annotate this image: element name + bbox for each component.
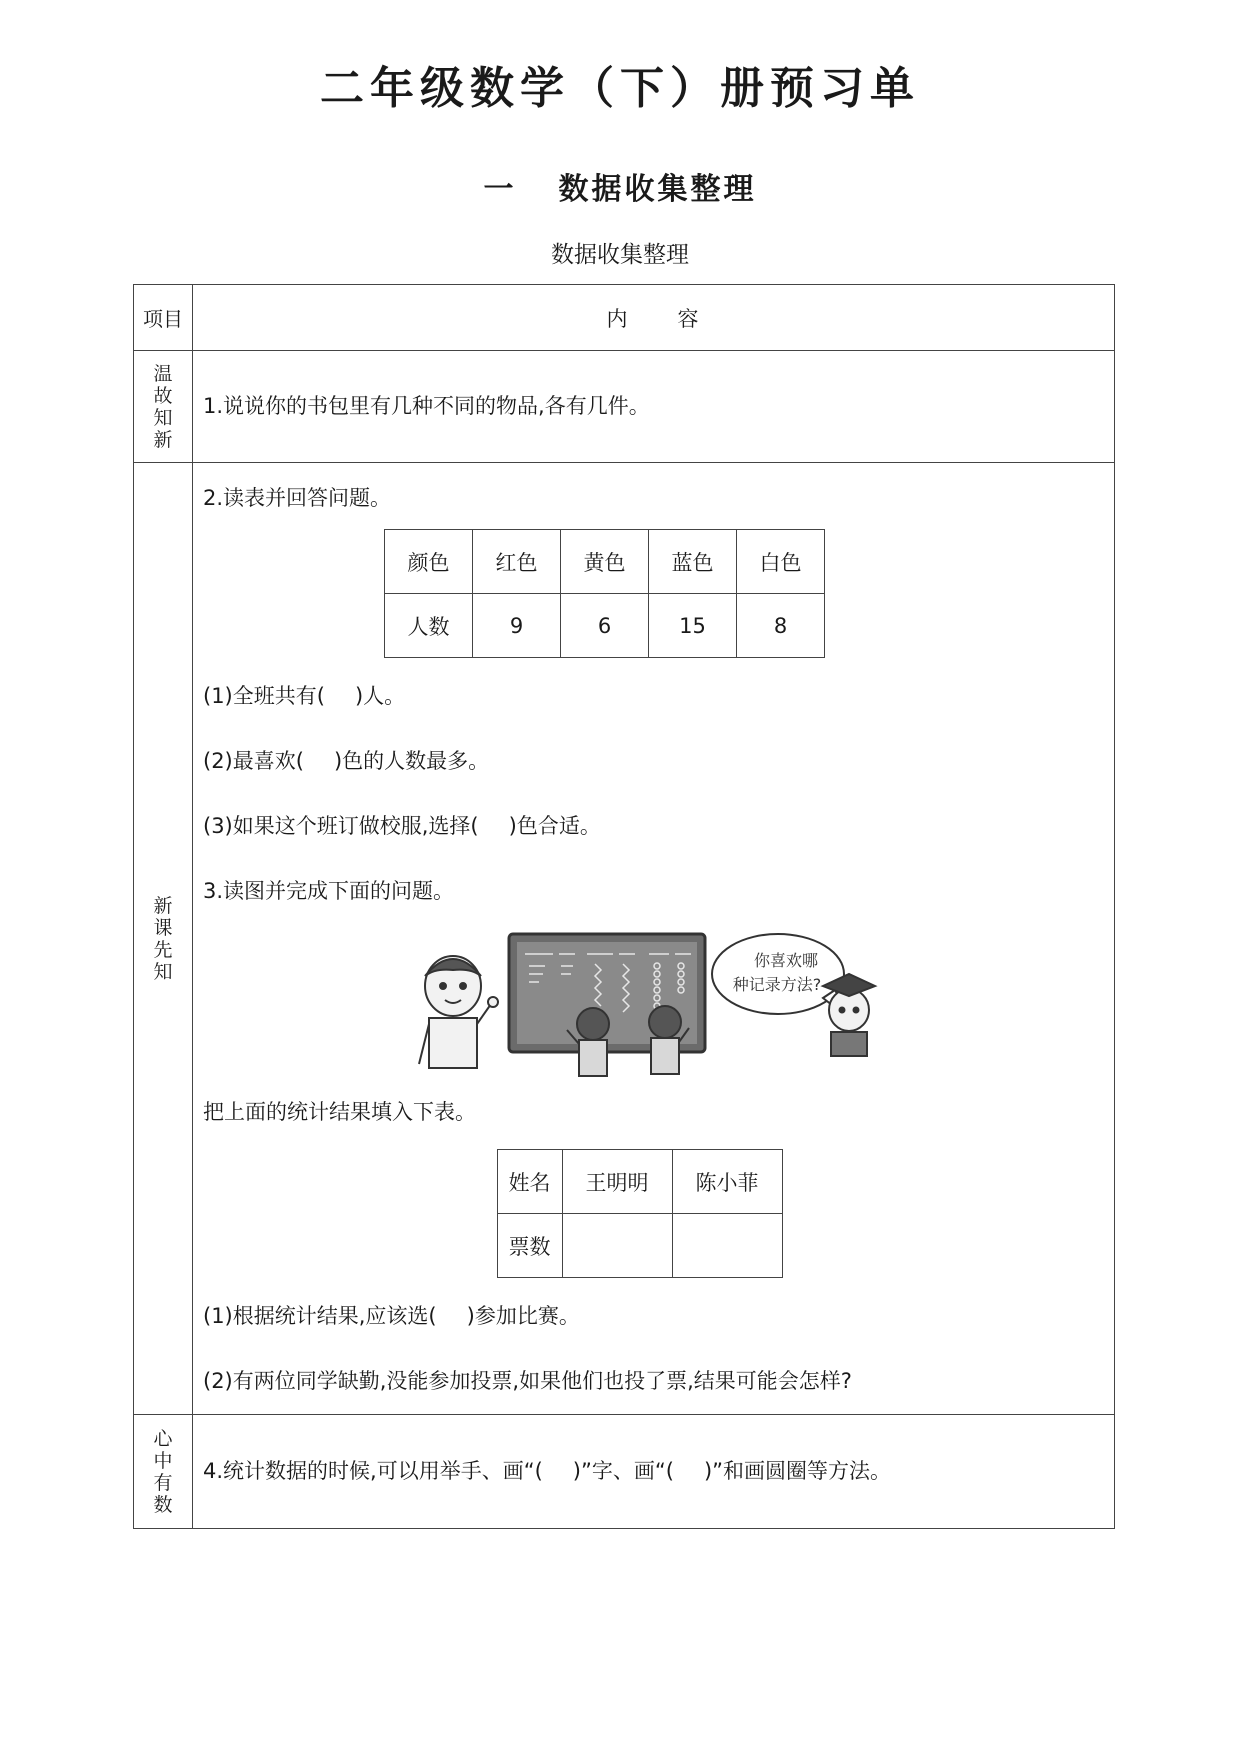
header-content-cell [193,285,1115,351]
color-header-1: 红色 [473,530,561,594]
bubble-line-2: 种记录方法? [732,975,822,994]
vote-row-label: 票数 [497,1214,562,1278]
question-3: 3.读图并完成下面的问题。 [203,879,455,903]
section-review-content [193,351,1115,463]
color-header-3: 蓝色 [649,530,737,594]
color-count-row [385,594,825,658]
question-1: 1.说说你的书包里有几种不同的物品,各有几件。 [203,394,650,418]
chapter-heading [0,164,1240,208]
section-new-lesson-label: 新课先知 [134,463,193,1415]
section-summary-label: 心中有数 [134,1415,193,1529]
boy-left-image [419,956,498,1068]
section-summary-content [193,1415,1115,1529]
vote-header-row [497,1150,782,1214]
header-content-a: 内 [606,306,630,331]
fill-table-prompt: 把上面的统计结果填入下表。 [203,1100,476,1124]
header-item-cell: 项目 [134,285,193,351]
count-red: 9 [473,594,561,658]
count-row-label: 人数 [385,594,473,658]
bubble-line-1: 你喜欢哪 [753,951,819,970]
section-subtitle: 数据收集整理 [551,242,689,268]
section-new-lesson-content [193,463,1115,1415]
vote-blank-wang[interactable] [562,1214,672,1278]
vote-count-row [497,1214,782,1278]
chapter-name: 数据收集整理 [558,172,757,207]
question-2-3: (3)如果这个班订做校服,选择( )色合适。 [203,814,601,838]
color-header-row [385,530,825,594]
vote-table-wrap [203,1145,1114,1284]
count-white: 8 [737,594,825,658]
section-review-label: 温故知新 [134,351,193,463]
preview-worksheet-table [133,284,1115,1529]
question-2-2: (2)最喜欢( )色的人数最多。 [203,749,490,773]
color-count-table [384,529,825,658]
chapter-number: 一 [483,172,517,207]
question-3-2: (2)有两位同学缺勤,没能参加投票,如果他们也投了票,结果可能会怎样? [203,1369,852,1393]
question-2: 2.读表并回答问题。 [203,486,392,510]
voting-illustration-art [203,924,1113,1080]
section-new-lesson-row [134,463,1115,1415]
voting-illustration [203,924,1114,1080]
vote-header-0: 姓名 [497,1150,562,1214]
graduate-image [823,974,875,1056]
count-blue: 15 [649,594,737,658]
question-2-1: (1)全班共有( )人。 [203,684,406,708]
color-header-4: 白色 [737,530,825,594]
vote-result-table [497,1149,783,1278]
question-3-1: (1)根据统计结果,应该选( )参加比赛。 [203,1304,580,1328]
count-yellow: 6 [561,594,649,658]
header-content-b: 容 [677,306,701,331]
question-4: 4.统计数据的时候,可以用举手、画“( )”字、画“( )”和画圆圈等方法。 [203,1459,892,1483]
header-row [134,285,1115,351]
color-header-0: 颜色 [385,530,473,594]
section-review-row [134,351,1115,463]
vote-header-1: 王明明 [562,1150,672,1214]
color-header-2: 黄色 [561,530,649,594]
vote-blank-chen[interactable] [672,1214,782,1278]
vote-header-2: 陈小菲 [672,1150,782,1214]
page-title: 二年级数学（下）册预习单 [320,63,920,114]
color-table-wrap [203,525,1114,664]
section-summary-row [134,1415,1115,1529]
